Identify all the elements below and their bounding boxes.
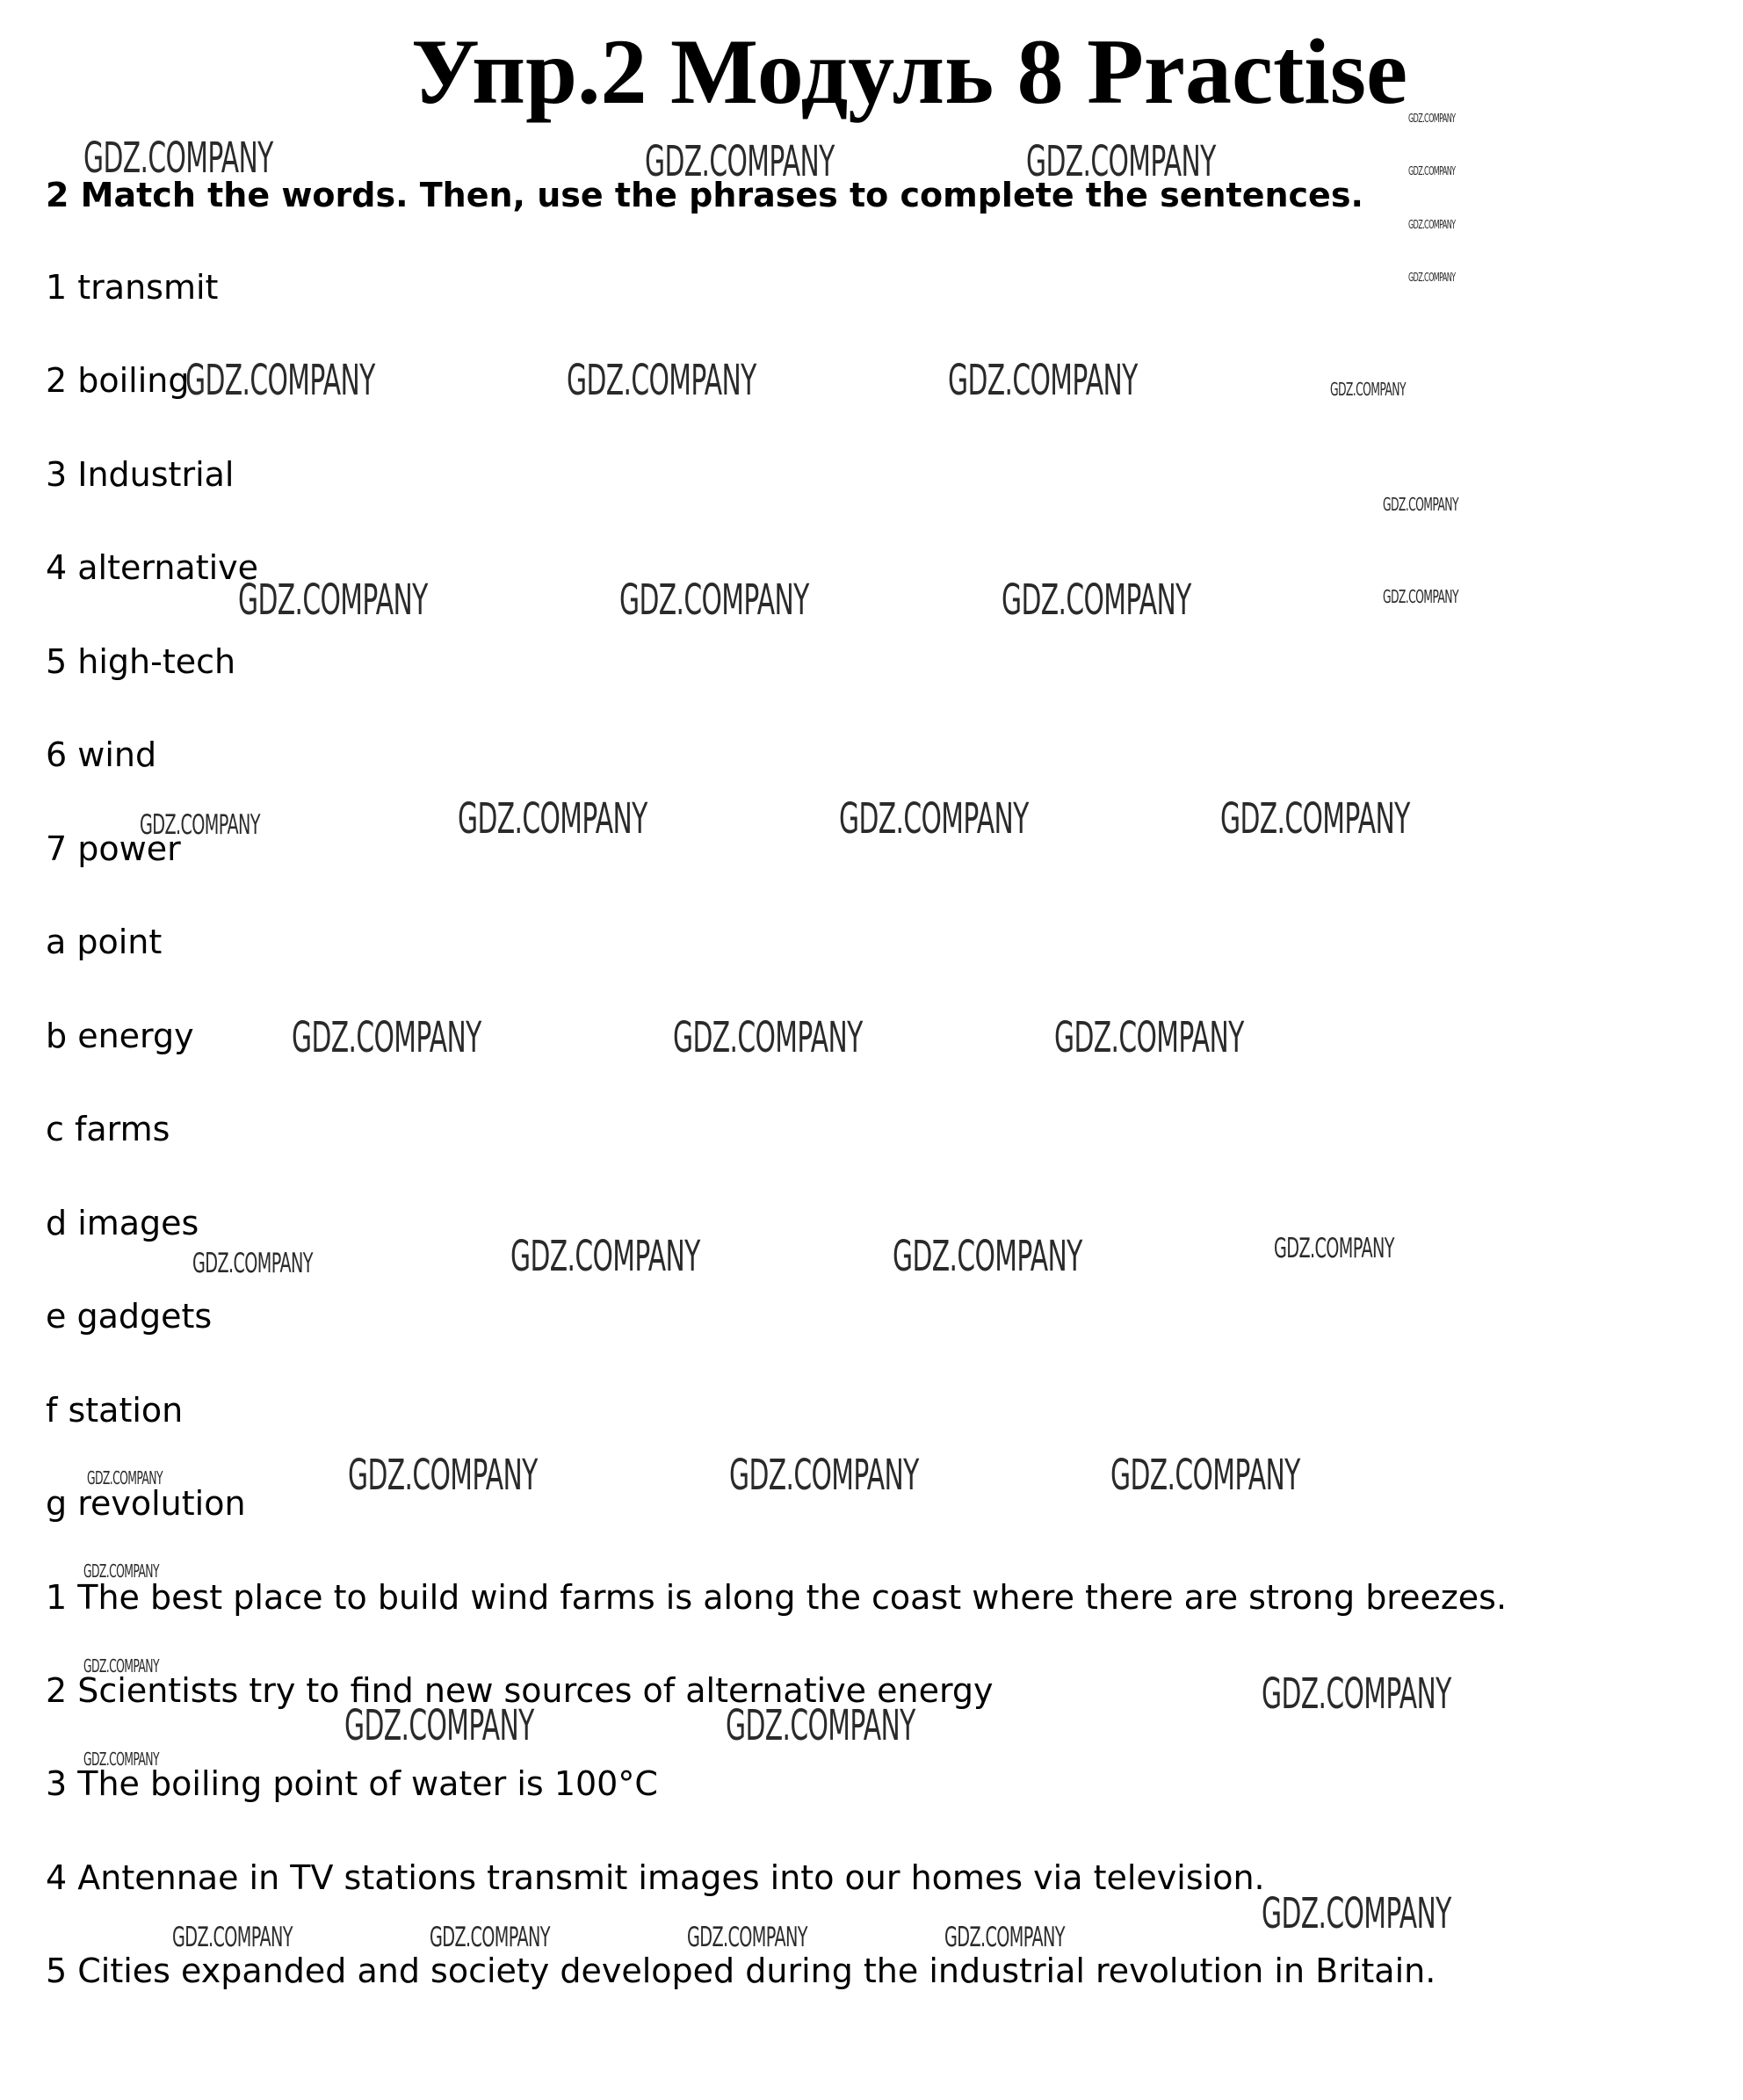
watermark: GDZ.COMPANY	[1408, 112, 1456, 126]
watermark: GDZ.COMPANY	[1383, 586, 1458, 607]
word-item: 1 transmit	[46, 268, 219, 307]
watermark: GDZ.COMPANY	[83, 1749, 159, 1770]
watermark: GDZ.COMPANY	[430, 1922, 550, 1953]
watermark: GDZ.COMPANY	[348, 1451, 538, 1500]
watermark: GDZ.COMPANY	[1383, 494, 1458, 515]
word-item: 7 power	[46, 829, 181, 868]
watermark: GDZ.COMPANY	[567, 356, 756, 405]
watermark: GDZ.COMPANY	[893, 1232, 1082, 1281]
watermark: GDZ.COMPANY	[1408, 272, 1456, 285]
word-item: 4 alternative	[46, 548, 259, 587]
page-title: Упр.2 Модуль 8 Practise	[410, 20, 1408, 123]
watermark: GDZ.COMPANY	[87, 1467, 163, 1488]
word-ending-item: a point	[46, 923, 163, 961]
watermark: GDZ.COMPANY	[1408, 219, 1456, 232]
watermark: GDZ.COMPANY	[458, 794, 647, 844]
word-item: 5 high-tech	[46, 642, 236, 681]
watermark: GDZ.COMPANY	[83, 134, 273, 183]
watermark: GDZ.COMPANY	[619, 576, 809, 625]
watermark: GDZ.COMPANY	[83, 1561, 159, 1582]
watermark: GDZ.COMPANY	[839, 794, 1029, 844]
word-ending-item: d images	[46, 1204, 199, 1242]
exercise-instruction: 2 Match the words. Then, use the phrases to complete the sentences.	[46, 176, 1363, 214]
word-item: 2 boiling	[46, 361, 190, 400]
watermark: GDZ.COMPANY	[1408, 165, 1456, 178]
watermark: GDZ.COMPANY	[1026, 137, 1216, 186]
sentence-item: 3 The boiling point of water is 100°C	[46, 1764, 658, 1803]
watermark: GDZ.COMPANY	[726, 1701, 915, 1750]
watermark: GDZ.COMPANY	[673, 1013, 863, 1062]
watermark: GDZ.COMPANY	[1054, 1013, 1244, 1062]
sentence-item: 5 Cities expanded and society developed during the industrial revolution in Britain.	[46, 1952, 1436, 1990]
watermark: GDZ.COMPANY	[687, 1922, 807, 1953]
watermark: GDZ.COMPANY	[1274, 1233, 1394, 1264]
watermark: GDZ.COMPANY	[83, 1655, 159, 1676]
word-ending-item: g revolution	[46, 1484, 246, 1523]
watermark: GDZ.COMPANY	[1262, 1669, 1451, 1719]
watermark: GDZ.COMPANY	[172, 1922, 293, 1953]
watermark: GDZ.COMPANY	[292, 1013, 481, 1062]
watermark: GDZ.COMPANY	[645, 137, 835, 186]
watermark: GDZ.COMPANY	[948, 356, 1138, 405]
watermark: GDZ.COMPANY	[1330, 379, 1406, 400]
word-ending-item: e gadgets	[46, 1297, 213, 1336]
watermark: GDZ.COMPANY	[140, 809, 260, 841]
sentence-item: 4 Antennae in TV stations transmit images into our homes via television.	[46, 1858, 1265, 1897]
watermark: GDZ.COMPANY	[1220, 794, 1410, 844]
watermark: GDZ.COMPANY	[238, 576, 428, 625]
word-ending-item: f station	[46, 1391, 184, 1430]
watermark: GDZ.COMPANY	[1002, 576, 1191, 625]
watermark: GDZ.COMPANY	[510, 1232, 700, 1281]
watermark: GDZ.COMPANY	[729, 1451, 919, 1500]
word-item: 3 Industrial	[46, 455, 235, 494]
word-ending-item: b energy	[46, 1017, 194, 1055]
watermark: GDZ.COMPANY	[344, 1701, 534, 1750]
watermark: GDZ.COMPANY	[185, 356, 375, 405]
watermark: GDZ.COMPANY	[1110, 1451, 1300, 1500]
sentence-item: 2 Scientists try to find new sources of alternative energy	[46, 1671, 994, 1710]
word-ending-item: c farms	[46, 1110, 170, 1148]
sentence-item: 1 The best place to build wind farms is along the coast where there are strong breezes.	[46, 1578, 1508, 1617]
watermark: GDZ.COMPANY	[1262, 1889, 1451, 1938]
word-item: 6 wind	[46, 735, 157, 774]
watermark: GDZ.COMPANY	[192, 1248, 313, 1279]
watermark: GDZ.COMPANY	[944, 1922, 1065, 1953]
